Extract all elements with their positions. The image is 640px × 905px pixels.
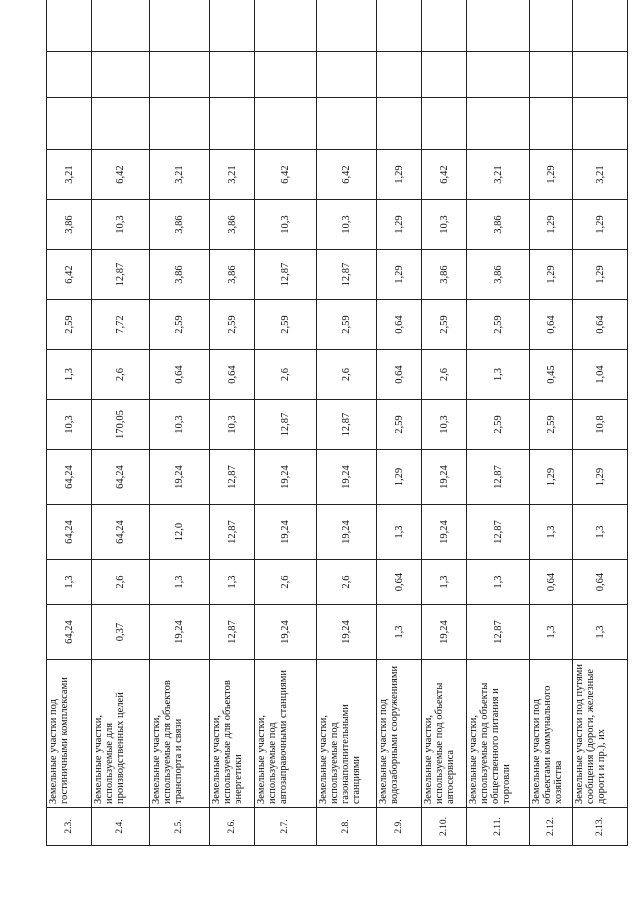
rate-cell: 19,24 [255, 605, 317, 660]
rate-cell [530, 52, 573, 98]
row-code: 2.5. [150, 808, 210, 846]
table-row [530, 0, 573, 846]
rate-cell: 2,59 [47, 300, 92, 350]
rate-cell: 0,64 [377, 350, 422, 400]
row-code: 2.12. [530, 808, 573, 846]
table-row [467, 0, 530, 846]
row-description: Земельные участки под водозаборными сооружениями [377, 660, 422, 808]
table-row [573, 0, 628, 846]
rate-cell [467, 0, 530, 52]
rate-cell [317, 0, 377, 52]
rate-cell: 1,29 [530, 450, 573, 505]
rate-cell [210, 0, 255, 52]
rate-cell [573, 0, 628, 52]
rate-cell: 19,24 [422, 505, 467, 560]
rate-cell: 19,24 [422, 450, 467, 505]
row-description: Земельные участки, используемые под объекты общественного питания и торговли [467, 660, 530, 808]
rate-cell: 3,86 [150, 250, 210, 300]
rate-cell: 1,3 [377, 505, 422, 560]
rate-cell [422, 52, 467, 98]
rate-cell: 1,3 [210, 560, 255, 605]
rate-cell: 3,21 [150, 150, 210, 200]
rate-cell: 64,24 [47, 450, 92, 505]
rate-cell: 0,64 [573, 300, 628, 350]
rate-cell [92, 0, 150, 52]
table-row [92, 0, 150, 846]
rate-cell: 12,87 [92, 250, 150, 300]
rate-cell: 2,6 [317, 350, 377, 400]
rate-cell [422, 0, 467, 52]
rate-cell: 12,87 [317, 250, 377, 300]
rate-cell: 19,24 [255, 450, 317, 505]
table-body [47, 0, 628, 846]
rate-cell: 3,21 [210, 150, 255, 200]
rate-cell: 19,24 [150, 605, 210, 660]
row-description: Земельные участки под объектами коммунального хозяйства [530, 660, 573, 808]
rate-cell [255, 0, 317, 52]
row-code: 2.6. [210, 808, 255, 846]
table-row [255, 0, 317, 846]
rate-cell: 170,05 [92, 400, 150, 450]
rate-cell: 3,21 [467, 150, 530, 200]
rate-cell [317, 52, 377, 98]
row-description: Земельные участки, используемые для объектов энергетики [210, 660, 255, 808]
table-row [317, 0, 377, 846]
rate-cell: 10,3 [422, 400, 467, 450]
rate-cell: 12,87 [467, 505, 530, 560]
rate-cell: 2,59 [422, 300, 467, 350]
rate-cell: 1,3 [573, 605, 628, 660]
row-description: Земельные участки, используемые под объекты автосервиса [422, 660, 467, 808]
rate-cell [92, 52, 150, 98]
row-code: 2.4. [92, 808, 150, 846]
rate-cell [422, 98, 467, 150]
rate-cell: 19,24 [150, 450, 210, 505]
table-row [422, 0, 467, 846]
rate-cell [317, 98, 377, 150]
rate-cell [47, 52, 92, 98]
rate-cell: 2,6 [255, 560, 317, 605]
rate-cell: 0,45 [530, 350, 573, 400]
rate-cell: 1,29 [377, 200, 422, 250]
rate-cell: 6,42 [92, 150, 150, 200]
rate-cell: 1,29 [573, 250, 628, 300]
rate-cell: 2,59 [530, 400, 573, 450]
rate-cell: 3,86 [422, 250, 467, 300]
rate-cell: 12,87 [317, 400, 377, 450]
rate-cell: 3,86 [467, 200, 530, 250]
rate-cell: 2,6 [422, 350, 467, 400]
rate-cell: 12,0 [150, 505, 210, 560]
rate-cell: 6,42 [422, 150, 467, 200]
row-code: 2.7. [255, 808, 317, 846]
rate-cell: 1,29 [530, 250, 573, 300]
rotated-table-container [46, 42, 607, 846]
row-code: 2.11. [467, 808, 530, 846]
rate-cell: 10,3 [47, 400, 92, 450]
rate-cell [47, 98, 92, 150]
rate-cell: 10,3 [92, 200, 150, 250]
rate-cell: 2,6 [317, 560, 377, 605]
rate-cell: 10,3 [150, 400, 210, 450]
rate-cell: 1,3 [467, 560, 530, 605]
rate-cell [573, 98, 628, 150]
rate-cell: 0,37 [92, 605, 150, 660]
rate-cell: 6,42 [317, 150, 377, 200]
rate-cell [47, 0, 92, 52]
rate-cell: 3,21 [573, 150, 628, 200]
rate-cell: 64,24 [92, 505, 150, 560]
rate-cell: 6,42 [47, 250, 92, 300]
rate-cell: 3,86 [467, 250, 530, 300]
table-row [377, 0, 422, 846]
rate-cell: 3,86 [210, 200, 255, 250]
rate-cell: 19,24 [317, 505, 377, 560]
table-row [210, 0, 255, 846]
rate-cell: 2,59 [255, 300, 317, 350]
rate-cell: 10,3 [255, 200, 317, 250]
row-code: 2.8. [317, 808, 377, 846]
rate-cell: 1,3 [150, 560, 210, 605]
rate-cell: 2,59 [467, 300, 530, 350]
rate-cell: 12,87 [210, 605, 255, 660]
rate-cell [150, 0, 210, 52]
rate-cell [150, 98, 210, 150]
rate-cell: 0,64 [150, 350, 210, 400]
rate-cell: 12,87 [467, 605, 530, 660]
rate-cell: 2,59 [317, 300, 377, 350]
rate-cell: 1,3 [530, 505, 573, 560]
rate-cell [530, 98, 573, 150]
rate-cell: 10,3 [210, 400, 255, 450]
row-code: 2.13. [573, 808, 628, 846]
rate-cell: 1,29 [530, 200, 573, 250]
row-description: Земельные участки, используемые под автозаправочными станциями [255, 660, 317, 808]
row-description: Земельные участки под гостиничными комплексами [47, 660, 92, 808]
rate-cell: 12,87 [255, 250, 317, 300]
row-description: Земельные участки, используемые для объектов транспорта и связи [150, 660, 210, 808]
rate-cell: 12,87 [210, 450, 255, 505]
rate-cell: 3,21 [47, 150, 92, 200]
rate-cell: 64,24 [92, 450, 150, 505]
rate-cell: 10,8 [573, 400, 628, 450]
row-description: Земельные участки, используемые под газонаполнительными станциями [317, 660, 377, 808]
rate-cell: 1,29 [573, 200, 628, 250]
rate-cell: 1,3 [422, 560, 467, 605]
rate-cell: 2,6 [255, 350, 317, 400]
rate-cell: 64,24 [47, 505, 92, 560]
row-code: 2.3. [47, 808, 92, 846]
row-code: 2.10. [422, 808, 467, 846]
rate-cell: 1,3 [530, 605, 573, 660]
rate-cell [573, 52, 628, 98]
rate-cell [377, 52, 422, 98]
rate-cell [377, 0, 422, 52]
rate-cell: 12,87 [467, 450, 530, 505]
rate-cell: 2,6 [92, 350, 150, 400]
rate-cell: 0,64 [377, 300, 422, 350]
rate-cell [530, 0, 573, 52]
rate-cell: 7,72 [92, 300, 150, 350]
rate-cell: 1,3 [377, 605, 422, 660]
rate-cell: 1,04 [573, 350, 628, 400]
rate-cell: 3,86 [47, 200, 92, 250]
rate-cell: 1,29 [377, 450, 422, 505]
rate-cell: 1,3 [467, 350, 530, 400]
rate-cell: 0,64 [573, 560, 628, 605]
rate-cell: 0,64 [377, 560, 422, 605]
rate-cell: 2,59 [377, 400, 422, 450]
rate-cell: 10,3 [422, 200, 467, 250]
row-code: 2.9. [377, 808, 422, 846]
rate-cell: 6,42 [255, 150, 317, 200]
rate-cell: 3,86 [150, 200, 210, 250]
rate-cell: 1,29 [377, 250, 422, 300]
rate-cell: 1,29 [377, 150, 422, 200]
rate-cell: 3,86 [210, 250, 255, 300]
rate-cell [92, 98, 150, 150]
rate-cell [210, 52, 255, 98]
rate-cell: 12,87 [255, 400, 317, 450]
rate-cell: 19,24 [255, 505, 317, 560]
rate-cell: 1,29 [530, 150, 573, 200]
table-row [150, 0, 210, 846]
rate-cell [467, 52, 530, 98]
rate-cell: 10,3 [317, 200, 377, 250]
rate-cell: 2,59 [210, 300, 255, 350]
rate-cell: 2,59 [150, 300, 210, 350]
table-row [47, 0, 92, 846]
rate-cell [210, 98, 255, 150]
rate-cell [255, 52, 317, 98]
rate-cell [377, 98, 422, 150]
rate-cell: 19,24 [422, 605, 467, 660]
rate-cell [150, 52, 210, 98]
rate-cell: 0,64 [210, 350, 255, 400]
rate-cell [255, 98, 317, 150]
row-description: Земельные участки под путями сообщения (дороги, железные дороги и пр.), их [573, 660, 628, 808]
rate-cell: 0,64 [530, 300, 573, 350]
rate-cell: 1,3 [47, 560, 92, 605]
rate-cell: 12,87 [210, 505, 255, 560]
rate-cell: 1,3 [47, 350, 92, 400]
rate-cell: 2,59 [467, 400, 530, 450]
rate-cell: 64,24 [47, 605, 92, 660]
rate-cell: 19,24 [317, 450, 377, 505]
rate-cell: 19,24 [317, 605, 377, 660]
row-description: Земельные участки, используемые для производственных целей [92, 660, 150, 808]
rate-cell: 1,3 [573, 505, 628, 560]
rate-cell: 1,29 [573, 450, 628, 505]
land-rates-table [46, 0, 628, 846]
rate-cell: 0,64 [530, 560, 573, 605]
rate-cell [467, 98, 530, 150]
rate-cell: 2,6 [92, 560, 150, 605]
